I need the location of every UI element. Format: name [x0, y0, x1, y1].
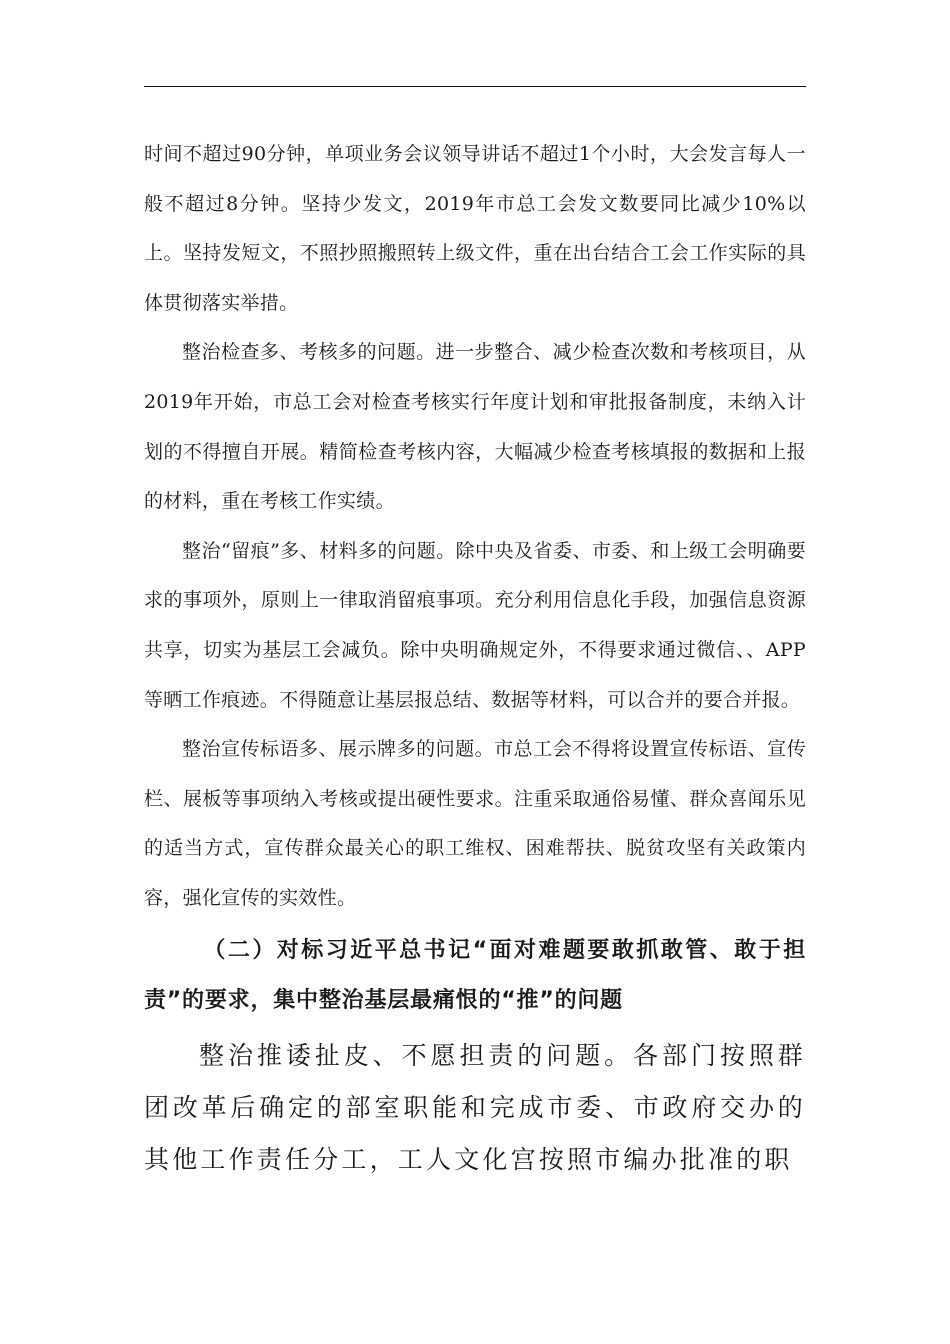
- header-rule: [144, 86, 806, 87]
- document-body: [144, 130, 806, 1186]
- paragraph-meeting-rules: 时间不超过90分钟，单项业务会议领导讲话不超过1个小时，大会发言每人一般不超过8分钟。坚持少发文，2019年市总工会发文数要同比减少10%以上。坚持发短文，不照抄照搬照转上级文件，重在出台结合工会工作实际的具体贯彻落实举措。: [144, 143, 806, 314]
- paragraph-inspection-issues: 整治检查多、考核多的问题。进一步整合、减少检查次数和考核项目，从2019年开始，市总工会对检查考核实行年度计划和审批报备制度，未纳入计划的不得擅自开展。精简检查考核内容，大幅减少检查考核填报的数据和上报的材料，重在考核工作实绩。: [144, 341, 806, 513]
- section-heading: （二）对标习近平总书记“面对难题要敢抓敢管、敢于担责”的要求，集中整治基层最痛恨的“推”的问题: [144, 937, 806, 1013]
- paragraph-responsibility: 整治推诿扯皮、不愿担责的问题。各部门按照群团改革后确定的部室职能和完成市委、市政府交办的其他工作责任分工，工人文化宫按照市编办批准的职: [144, 1040, 806, 1174]
- paragraph-slogan-issues: 整治宣传标语多、展示牌多的问题。市总工会不得将设置宣传标语、宣传栏、展板等事项纳入考核或提出硬性要求。注重采取通俗易懂、群众喜闻乐见的适当方式，宣传群众最关心的职工维权、困难帮扶、脱贫攻坚有关政策内容，强化宣传的实效性。: [144, 738, 806, 909]
- paragraph-trace-issues: 整治“留痕”多、材料多的问题。除中央及省委、市委、和上级工会明确要求的事项外，原则上一律取消留痕事项。充分利用信息化手段，加强信息资源共享，切实为基层工会减负。除中央明确规定外，不得要求通过微信、、APP等晒工作痕迹。不得随意让基层报总结、数据等材料，可以合并的要合并报。: [144, 539, 806, 711]
